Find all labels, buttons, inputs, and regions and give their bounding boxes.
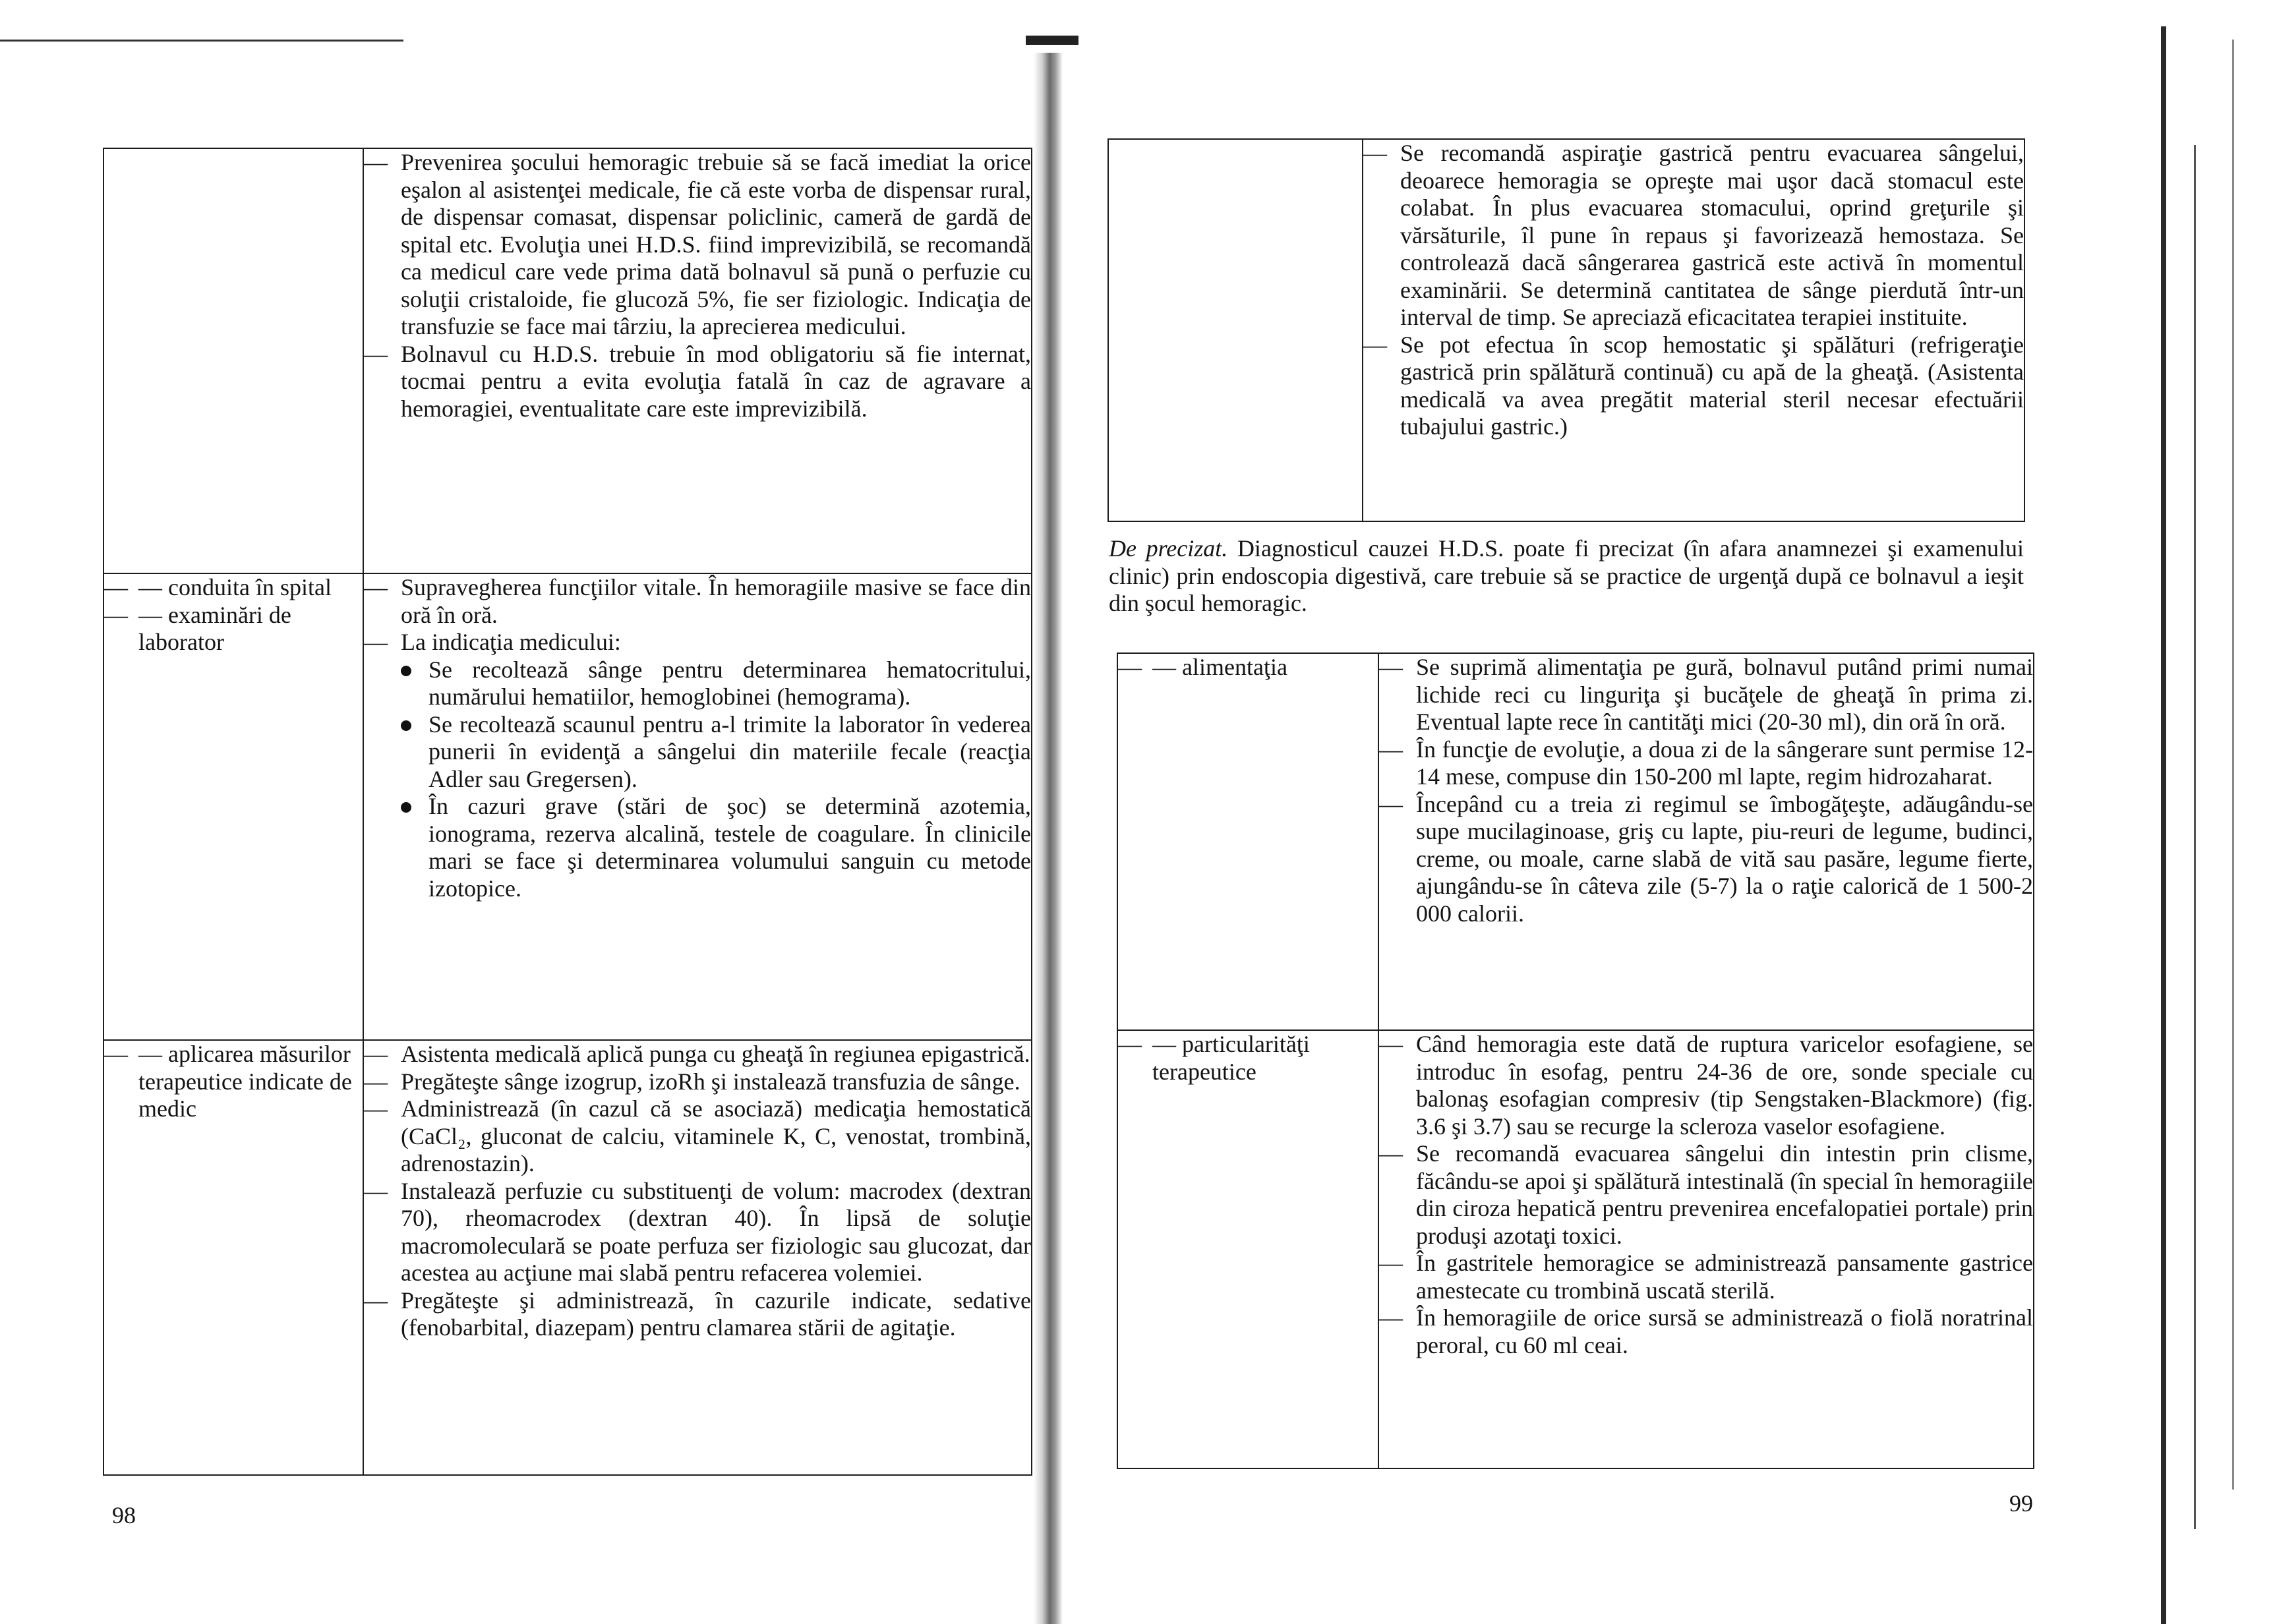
bullet-icon [401,802,411,813]
row-heading-text: — examinări de laborator [138,601,291,655]
dash-marker: — [364,1095,388,1122]
row-heading [1117,653,1378,1030]
dash-item [1379,736,2033,791]
dash-item [1379,1140,2033,1250]
item-text: Se recomandă evacuarea sângelui din intestin prin clisme, făcându-se apoi şi spălătură intestinală (în special în hemoragiile din ciroza hepatică pentru prevenirea encefalopatiei portale) prin produşi azotaţi toxici. [1416,1140,2033,1249]
right-top-table [1107,138,2025,522]
table-row [1117,653,2034,1030]
dash-item [364,1041,1031,1068]
dash-marker: — [104,574,128,600]
item-text: Începând cu a treia zi regimul se îmbogăţeşte, adăugându-se supe mucilaginoase, griş cu lapte, piu-reuri de legume, budinci, creme, ou moale, carne slabă de vită sau pasăre, legume fierte, ajungându-se în câteva zile (5-7) la o raţie calorică de 1 500-2 000 calorii. [1416,790,2033,927]
dash-item [1379,1031,2033,1140]
dash-marker: — [1379,1140,1403,1167]
item-text: Când hemoragia este dată de ruptura varicelor esofagiene, se introduc în esofag, pentru 24-36 de ore, sonde speciale cu balonaş esofagian compresiv (tip Sengstaken-Blackmore) (fig. 3.6 şi 3.7) sau se recurge la scleroza vaselor esofagiene. [1416,1031,2033,1140]
item-text: Se recoltează scaunul pentru a-l trimite la laborator în vederea punerii în evidenţă a sângelui din materiile fecale (reacţia Adler sau Gregersen). [428,710,1031,792]
dash-marker: — [1118,1031,1142,1057]
bullet-item [364,793,1031,902]
dash-marker: — [1379,736,1403,763]
row-heading [103,573,363,1040]
dash-marker: — [104,601,128,628]
scan-edge-line [2232,40,2234,1490]
table-row [103,1040,1032,1475]
dash-item [364,1287,1031,1342]
dash-marker: — [364,1041,388,1067]
dash-marker: — [364,1177,388,1204]
item-text: În cazuri grave (stări de şoc) se determină azotemia, ionograma, rezerva alcalină, testele de coagulare. În clinicile mari se face şi determinarea volumului sanguin cu metode izotopice. [428,793,1031,902]
dash-marker: — [1379,790,1403,817]
page-number: 98 [112,1502,136,1528]
item-text: La indicaţia medicului: [401,629,621,655]
row-heading-text: — alimentaţia [1152,654,1287,680]
row-content [1378,653,2034,1030]
dash-marker: — [364,629,388,655]
dash-marker: — [1379,1031,1403,1057]
row-heading [1108,139,1363,521]
dash-marker: — [1363,140,1387,166]
dash-marker: — [1379,654,1403,680]
item-text: Prevenirea şocului hemoragic trebuie să se facă imediat la orice eşalon al asistenţei medicale, fie că este vorba de dispensar rural, de dispensar comasat, dispensar policlinic, cameră de gardă de spital etc. Evoluţia unei H.D.S. fiind imprevizibilă, se recomandă ca medicul care vede prima dată bolnavul să pună o perfuzie cu soluţii cristaloide, fie glucoză 5%, fie ser fiziologic. Indicaţia de transfuzie se face mai târziu, la aprecierea medicului. [401,149,1031,339]
scan-edge-line [2161,26,2166,1624]
item-text: Se recoltează sânge pentru determinarea hematocritului, numărului hematiilor, hemoglobinei (hemograma). [428,656,1031,710]
item-text: Pregăteşte sânge izogrup, izoRh şi instalează transfuzia de sânge. [401,1068,1020,1095]
table-row [1108,139,2024,521]
dash-marker: — [1379,1250,1403,1276]
dash-item [1379,654,2033,736]
dash-item [364,1095,1031,1178]
dash-marker: — [364,574,388,600]
row-content [1363,139,2024,521]
table-row [103,573,1032,1040]
bullet-item [364,711,1031,794]
row-content [1378,1030,2034,1468]
item-text: Bolnavul cu H.D.S. trebuie în mod obligatoriu să fie internat, tocmai pentru a evita evoluţia fatală în caz de agravare a hemoragiei, eventualitate care este imprevizibilă. [401,340,1031,422]
dash-item [364,341,1031,423]
bullet-item [364,656,1031,711]
row-content [363,148,1032,573]
dash-item [364,574,1031,629]
dash-item [364,629,1031,656]
row-heading-item [1118,1031,1378,1086]
dash-item [1363,140,2024,332]
scan-edge-line [2194,145,2196,1529]
note-text: Diagnosticul cauzei H.D.S. poate fi precizat (în afara anamnezei şi examenului clinic) prin endoscopia digestivă, care trebuie să se practice de urgenţă după ce bolnavul a ieşit din şocul hemoragic. [1109,535,2024,616]
dash-marker: — [1379,1304,1403,1331]
dash-marker: — [1118,654,1142,680]
dash-item [1379,791,2033,928]
dash-marker: — [364,340,388,367]
row-heading [103,1040,363,1475]
bullet-icon [401,666,411,676]
page-number: 99 [2009,1490,2033,1517]
row-heading [103,148,363,573]
note-label: De precizat. [1109,535,1228,562]
dash-item [1379,1304,2033,1359]
item-text: În funcţie de evoluţie, a doua zi de la sângerare sunt permise 12-14 mese, compuse din 150-200 ml lapte, regim hidrozaharat. [1416,736,2033,790]
row-heading-item [104,1041,363,1123]
item-text: În gastritele hemoragice se administrează pansamente gastrice amestecate cu trombină uscată sterilă. [1416,1250,2033,1304]
dash-item [364,1178,1031,1287]
right-page [1055,0,2273,1624]
row-content [363,1040,1032,1475]
dash-marker: — [364,149,388,175]
item-text: Asistenta medicală aplică punga cu gheaţă în regiunea epigastrică. [401,1041,1030,1067]
item-text: Pregăteşte şi administrează, în cazurile indicate, sedative (fenobarbital, diazepam) pentru clamarea stării de agitaţie. [401,1287,1031,1341]
table-row [1117,1030,2034,1468]
dash-item [1379,1250,2033,1304]
row-heading-item [104,602,363,656]
item-text: Se suprimă alimentaţia pe gură, bolnavul putând primi numai lichide reci cu linguriţa şi bucăţele de gheaţă în prima zi. Eventual lapte rece în cantităţi mici (20-30 ml), din oră în oră. [1416,654,2033,735]
dash-marker: — [364,1287,388,1314]
dash-marker: — [104,1041,128,1067]
note-paragraph [1109,535,2024,618]
bullet-icon [401,720,411,731]
dash-marker: — [1363,331,1387,358]
header-rule [0,40,403,42]
row-heading-text: — particularităţi terapeutice [1152,1031,1310,1085]
row-content [363,573,1032,1040]
row-heading-text: — conduita în spital [138,574,332,600]
left-page [0,0,1055,1624]
item-text: Se recomandă aspiraţie gastrică pentru evacuarea sângelui, deoarece hemoragia se opreşte mai uşor dacă stomacul este colabat. În plus evacuarea stomacului, oprind greţurile şi vărsăturile, îl pune în repaus şi favorizează hemostaza. Se controlează dacă sângerarea gastrică este activă în momentul examinării. Se determină cantitatea de sânge pierdută într-un interval de timp. Se apreciază eficacitatea terapiei instituite. [1400,140,2024,330]
dash-item [1363,332,2024,441]
row-heading-item [1118,654,1378,682]
item-text: Se pot efectua în scop hemostatic şi spălături (refrigeraţie gastrică prin spălătură continuă) cu apă de la gheaţă. (Asistenta medicală va avea pregătit material steril necesar efectuării tubajului gastric.) [1400,331,2024,440]
dash-item [364,149,1031,341]
item-text: Administrează (în cazul că se asociază) medicaţia hemostatică (CaCl₂, gluconat de calciu, vitaminele K, C, venostat, trombină, adrenostazin). [401,1095,1031,1176]
dash-marker: — [364,1068,388,1095]
row-heading-text: — aplicarea măsurilor terapeutice indicate de medic [138,1041,352,1122]
item-text: Supravegherea funcţiilor vitale. În hemoragiile masive se face din oră în oră. [401,574,1031,628]
left-care-table [103,148,1032,1476]
row-heading [1117,1030,1378,1468]
row-heading-item [104,574,363,602]
item-text: Instalează perfuzie cu substituenţi de volum: macrodex (dextran 70), rheomacrodex (dextran 40). În lipsă de soluţie macromoleculară se poate perfuza ser fiziologic sau glucozat, dar acestea au acţiune mai slabă pentru refacerea volemiei. [401,1177,1031,1286]
table-row [103,148,1032,573]
item-text: În hemoragiile de orice sursă se administrează o fiolă noratrinal peroral, cu 60 ml ceai. [1416,1304,2033,1358]
right-bottom-table [1117,652,2034,1469]
dash-item [364,1068,1031,1096]
